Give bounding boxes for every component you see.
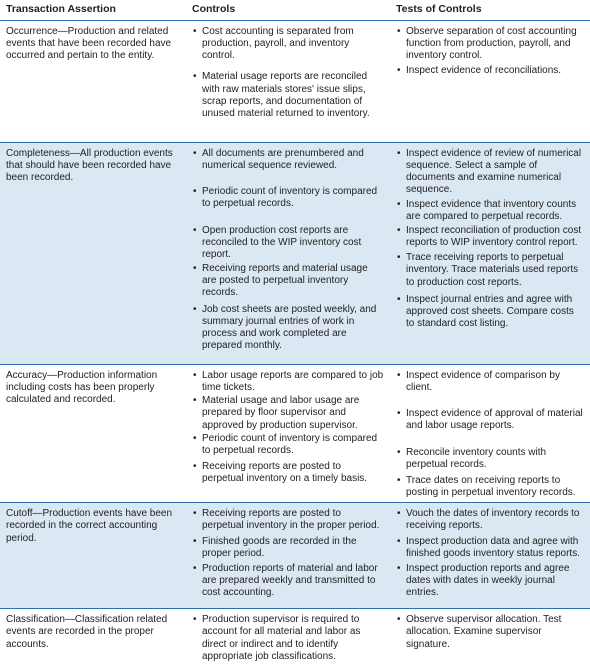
control-item: • Material usage reports are reconciled with raw materials stores' issue slips, scrap reports, and documentation of unused material returned to inventory. [193, 71, 370, 119]
bullet-icon: • [397, 369, 401, 381]
bullet-icon: • [397, 474, 401, 486]
control-item: • Receiving reports and material usage are posted to perpetual inventory records. [193, 263, 368, 299]
test-item: • Trace dates on receiving reports to posting in perpetual inventory records. [397, 474, 576, 499]
assertion-cell: Occurrence—Production and related events that have been recorded have occurred and pertain to the entity. [6, 25, 172, 62]
assertion-cell: Completeness—All production events that should have been recorded have been recorded. [0, 142, 186, 364]
tests-cell [390, 503, 590, 609]
test-item: • Inspect evidence of reconciliations. [397, 65, 562, 77]
bullet-icon: • [193, 461, 197, 473]
controls-cell [186, 503, 390, 609]
test-item: • Inspect reconciliation of production cost reports to WIP inventory control report. [397, 224, 582, 249]
assertion-cell: Classification—Classification related events are recorded in the proper accounts. [0, 609, 186, 666]
test-item: • Inspect production data and agree with finished goods inventory status reports. [397, 535, 580, 559]
row-classification [0, 609, 590, 666]
tests-cell [390, 364, 590, 503]
bullet-icon: • [397, 563, 401, 575]
bullet-icon: • [193, 535, 197, 547]
bullet-icon: • [397, 25, 401, 37]
bullet-icon: • [193, 186, 197, 198]
bullet-icon: • [193, 263, 197, 275]
test-item: • Inspect evidence of comparison by client. [397, 369, 560, 393]
bullet-icon: • [397, 293, 401, 305]
control-item: • Periodic count of inventory is compared to perpetual records. [193, 432, 378, 456]
row-cutoff [0, 503, 590, 609]
bullet-icon: • [397, 508, 401, 520]
control-item: • Labor usage reports are compared to job time tickets. [193, 369, 384, 393]
test-item: • Trace receiving reports to perpetual inventory. Trace materials used reports to production cost reports. [397, 252, 579, 288]
control-item: • All documents are prenumbered and numerical sequence reviewed. [193, 147, 364, 171]
bullet-icon: • [193, 147, 197, 159]
bullet-icon: • [193, 614, 197, 626]
bullet-icon: • [397, 446, 401, 458]
bullet-icon: • [397, 224, 401, 236]
assertion-cell: Accuracy—Production information including costs has been properly calculated and recorded. [0, 364, 186, 503]
test-item: • Inspect evidence that inventory counts are compared to perpetual records. [397, 198, 577, 222]
tests-cell [390, 20, 590, 142]
bullet-icon: • [193, 71, 197, 83]
test-item: • Inspect journal entries and agree with approved cost sheets. Compare costs to standard cost listing. [397, 293, 574, 330]
test-item: • Observe separation of cost accounting function from production, payroll, and inventory control. [397, 25, 577, 62]
header-tests-of-controls: Tests of Controls [390, 0, 590, 20]
bullet-icon: • [397, 65, 401, 77]
control-item: • Production reports of material and labor are prepared weekly and transmitted to cost accounting. [193, 563, 378, 599]
bullet-icon: • [397, 252, 401, 264]
bullet-icon: • [193, 224, 197, 236]
bullet-icon: • [397, 535, 401, 547]
tests-cell [390, 142, 590, 364]
bullet-icon: • [193, 508, 197, 520]
control-item: • Cost accounting is separated from production, payroll, and inventory control. [193, 25, 354, 62]
bullet-icon: • [397, 614, 401, 626]
header-transaction-assertion: Transaction Assertion [0, 0, 186, 20]
controls-cell [186, 364, 390, 503]
row-completeness [0, 142, 590, 364]
test-item: • Observe supervisor allocation. Test allocation. Examine supervisor signature. [397, 614, 562, 650]
tests-cell [390, 609, 590, 666]
test-item: • Vouch the dates of inventory records to receiving reports. [397, 508, 580, 532]
control-item: • Receiving reports are posted to perpetual inventory on a timely basis. [193, 461, 368, 485]
test-item: • Inspect evidence of review of numerical sequence. Select a sample of documents and examine numerical sequence. [397, 147, 582, 196]
control-item: • Job cost sheets are posted weekly, and summary journal entries of work in process and work completed are prepared monthly. [193, 303, 377, 352]
header-controls: Controls [186, 0, 390, 20]
controls-cell [186, 20, 390, 142]
bullet-icon: • [193, 432, 197, 444]
bullet-icon: • [193, 369, 197, 381]
bullet-icon: • [193, 25, 197, 37]
control-item: • Open production cost reports are reconciled to the WIP inventory cost report. [193, 224, 362, 260]
test-item: • Reconcile inventory counts with perpetual records. [397, 446, 547, 470]
control-item: • Production supervisor is required to account for all material and labor as direct or indirect and to identify appropriate job classifications. [193, 614, 361, 662]
control-item: • Periodic count of inventory is compared to perpetual records. [193, 186, 378, 210]
row-accuracy [0, 364, 590, 503]
row-occurrence [0, 20, 590, 142]
bullet-icon: • [193, 563, 197, 575]
bullet-icon: • [193, 395, 197, 407]
bullet-icon: • [193, 303, 197, 315]
assertion-cell: Cutoff—Production events have been recorded in the correct accounting period. [0, 503, 186, 609]
control-item: • Material usage and labor usage are prepared by floor supervisor and approved by production supervisor. [193, 395, 360, 431]
controls-cell [186, 142, 390, 364]
control-item: • Finished goods are recorded in the proper period. [193, 535, 357, 559]
control-item: • Receiving reports are posted to perpetual inventory in the proper period. [193, 508, 380, 532]
controls-cell [186, 609, 390, 666]
test-item: • Inspect production reports and agree dates with dates in weekly journal entries. [397, 563, 570, 599]
table-header [0, 0, 590, 20]
bullet-icon: • [397, 198, 401, 210]
test-item: • Inspect evidence of approval of material and labor usage reports. [397, 408, 583, 432]
bullet-icon: • [397, 408, 401, 420]
bullet-icon: • [397, 147, 401, 159]
